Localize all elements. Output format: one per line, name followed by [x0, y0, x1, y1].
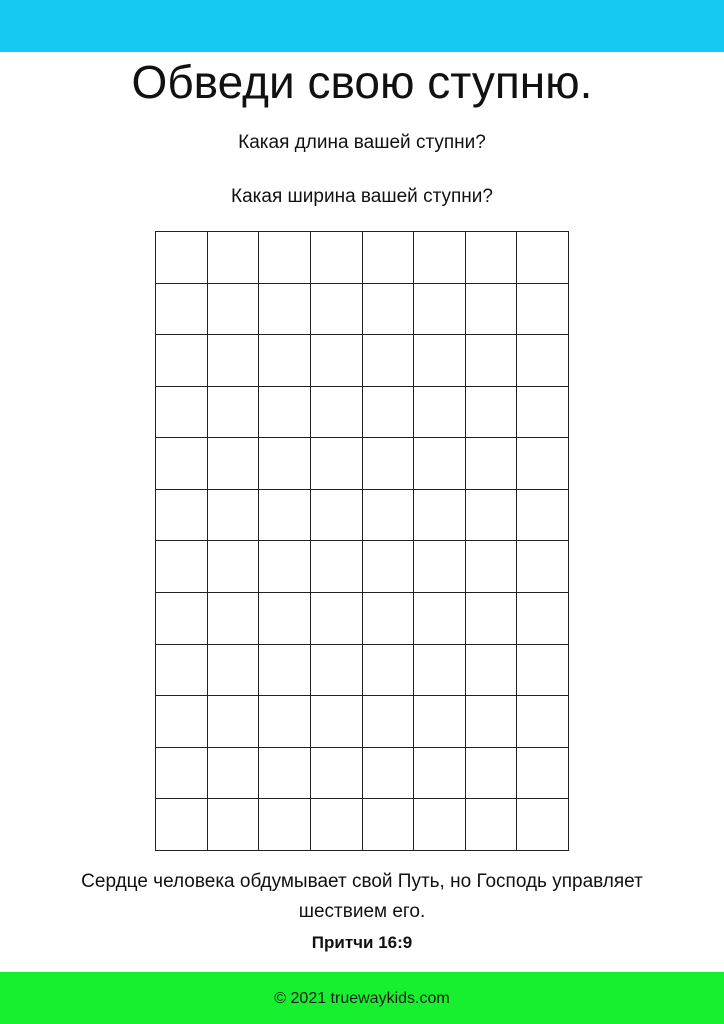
- grid-cell: [208, 541, 260, 593]
- grid-cell: [363, 387, 415, 439]
- grid-cell: [259, 696, 311, 748]
- grid-cell: [517, 799, 569, 851]
- grid-cell: [156, 799, 208, 851]
- grid-cell: [363, 541, 415, 593]
- grid-cell: [208, 748, 260, 800]
- grid-cell: [414, 387, 466, 439]
- grid-cell: [363, 490, 415, 542]
- grid-cell: [259, 438, 311, 490]
- grid-cell: [466, 799, 518, 851]
- grid-cell: [466, 748, 518, 800]
- grid-cell: [208, 284, 260, 336]
- grid-cell: [311, 335, 363, 387]
- grid-cell: [208, 387, 260, 439]
- grid-cell: [466, 541, 518, 593]
- grid-cell: [156, 696, 208, 748]
- grid-cell: [156, 387, 208, 439]
- grid-cell: [414, 748, 466, 800]
- grid-cell: [517, 335, 569, 387]
- grid-cell: [311, 541, 363, 593]
- grid-cell: [466, 335, 518, 387]
- grid-cell: [363, 593, 415, 645]
- grid-cell: [363, 645, 415, 697]
- grid-cell: [311, 490, 363, 542]
- top-color-bar: [0, 0, 724, 52]
- grid-cell: [517, 696, 569, 748]
- question-foot-width: Какая ширина вашей ступни?: [231, 186, 493, 207]
- grid-cell: [259, 748, 311, 800]
- grid-cell: [311, 438, 363, 490]
- grid-cell: [208, 232, 260, 284]
- grid-cell: [259, 799, 311, 851]
- grid-cell: [517, 438, 569, 490]
- grid-cell: [311, 387, 363, 439]
- grid-cell: [363, 232, 415, 284]
- grid-cell: [208, 593, 260, 645]
- grid-cell: [414, 645, 466, 697]
- verse-reference: Притчи 16:9: [311, 933, 413, 952]
- grid-cell: [466, 490, 518, 542]
- grid-cell: [414, 284, 466, 336]
- copyright-text: © 2021 truewaykids.com: [274, 990, 450, 1007]
- grid-cell: [466, 284, 518, 336]
- grid-cell: [311, 593, 363, 645]
- bible-verse: Сердце человека обдумывает свой Путь, но Господь управляет шествием его.: [81, 871, 643, 922]
- grid-cell: [517, 284, 569, 336]
- grid-cell: [517, 387, 569, 439]
- grid-cell: [156, 541, 208, 593]
- grid-cell: [466, 593, 518, 645]
- grid-cell: [311, 645, 363, 697]
- grid-cell: [156, 438, 208, 490]
- grid-cell: [259, 490, 311, 542]
- grid-cell: [311, 748, 363, 800]
- grid-cell: [517, 593, 569, 645]
- grid-cell: [517, 541, 569, 593]
- grid-cell: [517, 232, 569, 284]
- grid-cell: [311, 232, 363, 284]
- grid-cell: [208, 696, 260, 748]
- grid-cell: [363, 696, 415, 748]
- grid-cell: [208, 799, 260, 851]
- grid-cell: [311, 696, 363, 748]
- grid-cell: [208, 645, 260, 697]
- grid-cell: [259, 232, 311, 284]
- grid-cell: [259, 387, 311, 439]
- grid-cell: [156, 284, 208, 336]
- grid-cell: [259, 335, 311, 387]
- page-title: Обведи свою ступню.: [131, 56, 593, 108]
- grid-cell: [363, 799, 415, 851]
- grid-cell: [414, 593, 466, 645]
- grid-cell: [156, 335, 208, 387]
- grid-cell: [156, 593, 208, 645]
- grid-cell: [466, 438, 518, 490]
- grid-cell: [517, 645, 569, 697]
- grid-cell: [414, 335, 466, 387]
- grid-cell: [311, 799, 363, 851]
- grid-cell: [414, 232, 466, 284]
- grid-cell: [156, 645, 208, 697]
- grid-cell: [363, 335, 415, 387]
- grid-cell: [259, 593, 311, 645]
- grid-cell: [466, 696, 518, 748]
- grid-cell: [156, 232, 208, 284]
- grid-cell: [414, 541, 466, 593]
- grid-cell: [363, 438, 415, 490]
- grid-cell: [259, 284, 311, 336]
- grid-cell: [311, 284, 363, 336]
- grid-cell: [414, 438, 466, 490]
- question-foot-length: Какая длина вашей ступни?: [238, 132, 486, 153]
- grid-cell: [363, 748, 415, 800]
- grid-cell: [414, 799, 466, 851]
- grid-cell: [208, 438, 260, 490]
- grid-cell: [156, 490, 208, 542]
- grid-cell: [466, 387, 518, 439]
- grid-cell: [414, 490, 466, 542]
- tracing-grid: [155, 231, 569, 851]
- grid-cell: [466, 232, 518, 284]
- grid-cell: [517, 490, 569, 542]
- grid-cell: [156, 748, 208, 800]
- grid-cell: [208, 335, 260, 387]
- grid-cell: [259, 541, 311, 593]
- grid-cell: [466, 645, 518, 697]
- grid-cell: [517, 748, 569, 800]
- grid-cell: [363, 284, 415, 336]
- grid-cell: [208, 490, 260, 542]
- grid-cell: [414, 696, 466, 748]
- grid-cell: [259, 645, 311, 697]
